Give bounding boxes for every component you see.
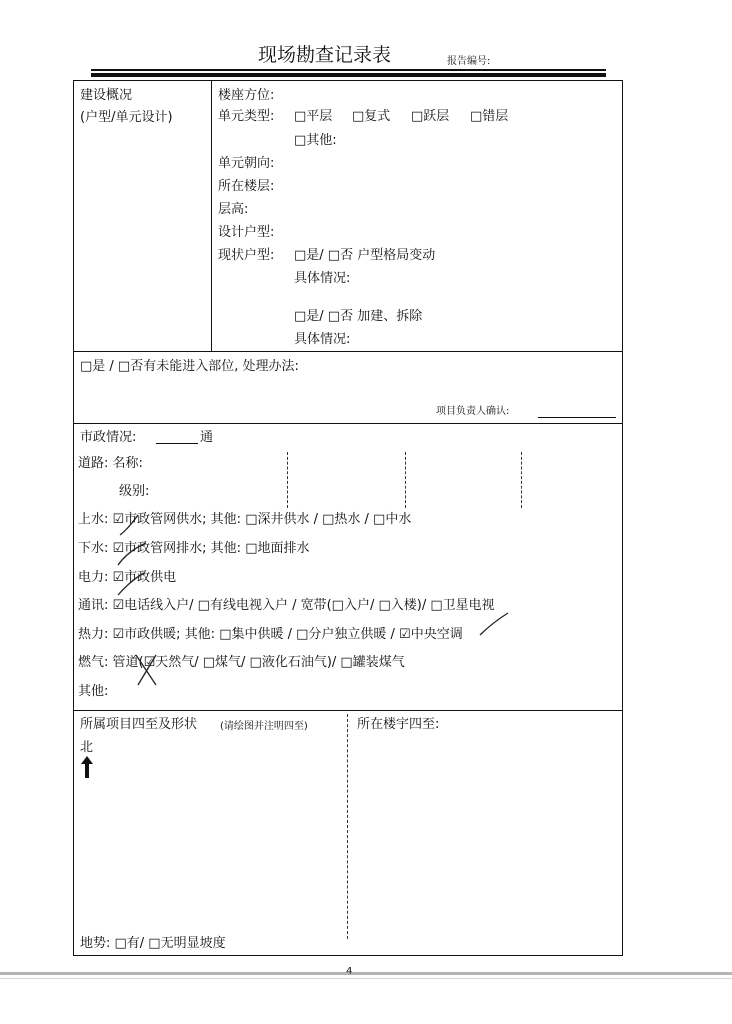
road-label: 道路: 名称: bbox=[78, 456, 143, 471]
check-stroke-heating bbox=[480, 613, 508, 635]
unit-type-loft-checkbox[interactable]: □跃层 bbox=[411, 109, 450, 124]
section1-bottom bbox=[73, 351, 623, 352]
current-type-label: 现状户型: bbox=[218, 248, 275, 263]
confirm-signature-line[interactable] bbox=[538, 417, 616, 418]
addition-detail-label: 具体情况: bbox=[294, 332, 351, 347]
water-supply-row[interactable]: 上水: ☑市政管网供水; 其他: □深井供水 / □热水 / □中水 bbox=[78, 512, 412, 527]
layout-detail-label: 具体情况: bbox=[294, 271, 351, 286]
section1-divider bbox=[211, 80, 212, 351]
municipal-blank-line[interactable] bbox=[156, 443, 198, 444]
drainage-row[interactable]: 下水: ☑市政管网排水; 其他: □地面排水 bbox=[78, 541, 310, 556]
road-divider-3 bbox=[521, 452, 522, 508]
scan-edge-line bbox=[0, 978, 732, 979]
unit-type-split-checkbox[interactable]: □错层 bbox=[470, 109, 509, 124]
municipal-title: 市政情况: bbox=[80, 430, 137, 445]
design-type-label: 设计户型: bbox=[218, 225, 275, 240]
boundary-right-title: 所在楼宇四至: bbox=[357, 717, 440, 732]
boundary-left-note: (请绘图并注明四至) bbox=[220, 721, 308, 732]
form-title: 现场勘查记录表 bbox=[258, 44, 392, 66]
header-rule-thick bbox=[91, 73, 606, 77]
orientation-label: 楼座方位: bbox=[218, 88, 275, 103]
header-rule-thin bbox=[91, 69, 606, 71]
layout-change-checkbox[interactable]: □是/ □否 户型格局变动 bbox=[294, 248, 436, 263]
road-grade-label: 级别: bbox=[119, 484, 150, 499]
section2-bottom bbox=[73, 423, 623, 424]
access-question[interactable]: □是 / □否有未能进入部位, 处理办法: bbox=[80, 359, 299, 374]
handwritten-marks bbox=[100, 505, 620, 695]
boundary-divider bbox=[347, 714, 348, 939]
building-section-label: 建设概况 bbox=[80, 88, 133, 103]
road-divider-1 bbox=[287, 452, 288, 508]
confirm-label: 项目负责人确认: bbox=[436, 406, 510, 417]
north-arrow-icon bbox=[80, 756, 94, 778]
frame-top bbox=[73, 80, 623, 81]
boundary-left-title: 所属项目四至及形状 bbox=[80, 717, 198, 732]
building-section-sub: (户型/单元设计) bbox=[80, 110, 173, 125]
facing-label: 单元朝向: bbox=[218, 156, 275, 171]
frame-left bbox=[73, 80, 74, 956]
telecom-row[interactable]: 通讯: ☑电话线入户/ □有线电视入户 / 宽带(□入户/ □入楼)/ □卫星电视 bbox=[78, 598, 495, 613]
municipal-title-suffix: 通 bbox=[200, 430, 214, 445]
frame-right bbox=[622, 80, 623, 956]
report-number-label: 报告编号: bbox=[447, 56, 491, 67]
heating-row[interactable]: 热力: ☑市政供暖; 其他: □集中供暖 / □分户独立供暖 / ☑中央空调 bbox=[78, 627, 463, 642]
check-stroke-drainage bbox=[118, 543, 146, 565]
addition-checkbox[interactable]: □是/ □否 加建、拆除 bbox=[294, 309, 423, 324]
scan-edge-band bbox=[0, 972, 732, 975]
north-label: 北 bbox=[80, 740, 94, 755]
gas-row[interactable]: 燃气: 管道(☑天然气/ □煤气/ □液化石油气)/ □罐装煤气 bbox=[78, 655, 405, 670]
height-label: 层高: bbox=[218, 202, 249, 217]
power-row[interactable]: 电力: ☑市政供电 bbox=[78, 570, 177, 585]
unit-type-duplex-checkbox[interactable]: □复式 bbox=[352, 109, 391, 124]
check-stroke-power bbox=[118, 573, 144, 595]
section3-bottom bbox=[73, 710, 623, 711]
unit-type-flat-checkbox[interactable]: □平层 bbox=[294, 109, 333, 124]
road-divider-2 bbox=[405, 452, 406, 508]
check-stroke-water bbox=[120, 515, 138, 535]
floor-label: 所在楼层: bbox=[218, 179, 275, 194]
other-row: 其他: bbox=[78, 684, 109, 699]
check-stroke-gas bbox=[136, 655, 156, 685]
unit-type-label: 单元类型: bbox=[218, 109, 275, 124]
unit-type-other-checkbox[interactable]: □其他: bbox=[294, 133, 337, 148]
terrain-row[interactable]: 地势: □有/ □无明显坡度 bbox=[80, 936, 226, 951]
frame-bottom bbox=[73, 955, 623, 956]
